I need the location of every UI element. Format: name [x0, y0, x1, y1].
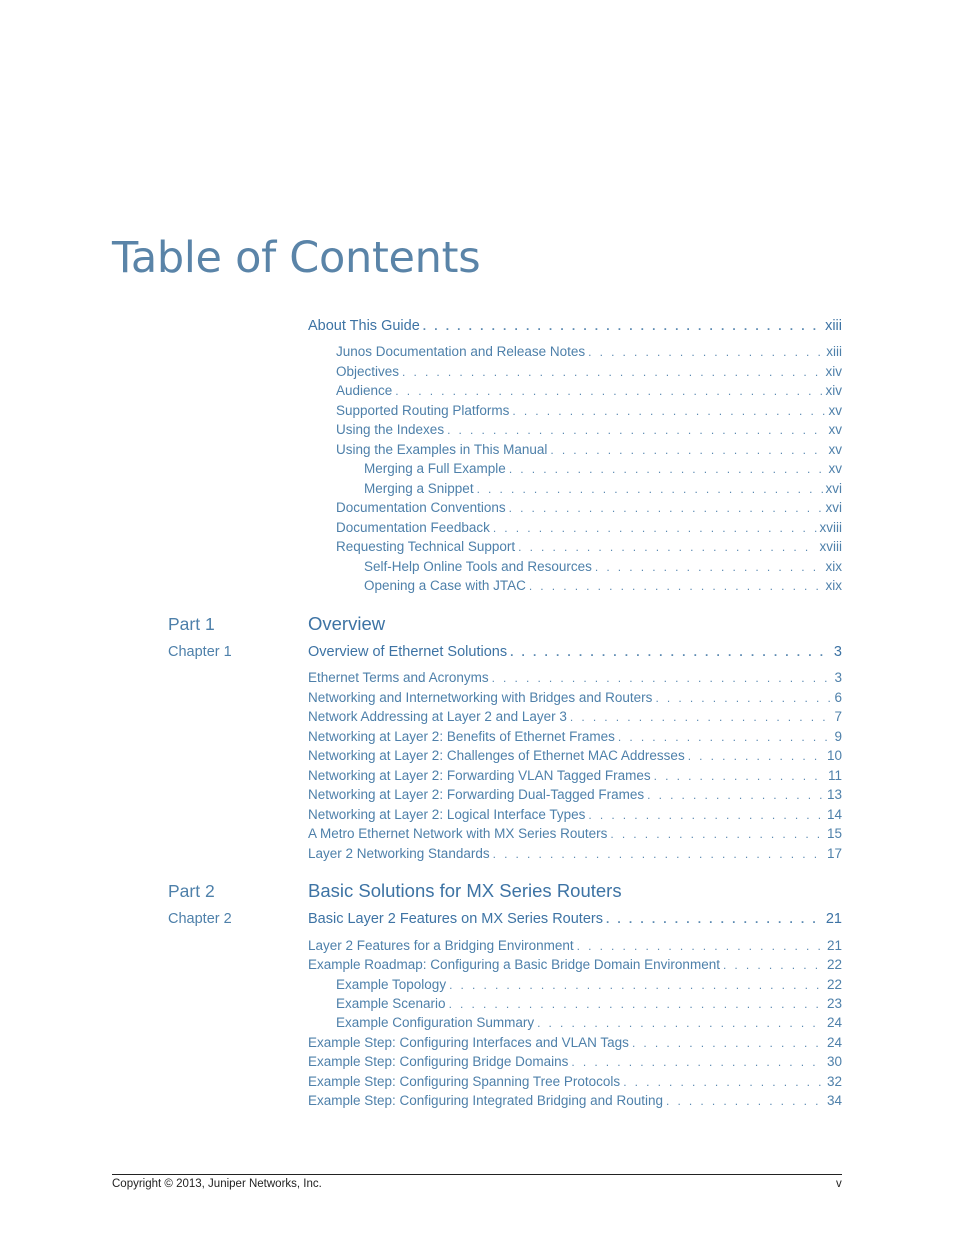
toc-entry[interactable] [336, 362, 842, 381]
dot-leader [577, 937, 824, 955]
toc-page: 23 [826, 996, 842, 1011]
dot-leader [402, 363, 822, 381]
toc-page: 14 [826, 807, 842, 822]
toc-entry[interactable] [308, 955, 842, 974]
toc-entry[interactable] [336, 537, 842, 556]
toc-entry[interactable] [308, 1033, 842, 1052]
dot-leader [623, 1073, 824, 1091]
dot-leader [447, 421, 825, 439]
toc-page: 21 [825, 911, 842, 927]
toc-page: 11 [827, 768, 842, 783]
dot-leader [688, 747, 824, 765]
toc-text: Ethernet Terms and Acronyms [308, 670, 489, 685]
dot-leader [509, 499, 823, 517]
dot-leader [588, 343, 823, 361]
dot-leader [610, 825, 824, 843]
toc-page: 34 [826, 1093, 842, 1108]
dot-leader [518, 538, 816, 556]
toc-text: Example Topology [336, 977, 447, 992]
toc-text: Networking at Layer 2: Challenges of Ethernet MAC Addresses [308, 748, 685, 763]
toc-text: Example Scenario [336, 996, 446, 1011]
toc-subentry[interactable] [364, 576, 842, 595]
toc-page: xvi [825, 500, 842, 515]
toc-subentry[interactable] [336, 994, 842, 1013]
toc-text: Layer 2 Networking Standards [308, 846, 490, 861]
dot-leader [654, 767, 825, 785]
footer-rule [112, 1174, 842, 1175]
dot-leader [570, 708, 832, 726]
toc-entry[interactable] [308, 1091, 842, 1110]
toc-page: xviii [819, 520, 842, 535]
dot-leader [550, 441, 825, 459]
toc-subentry[interactable] [336, 975, 842, 994]
toc-entry[interactable] [308, 844, 842, 863]
toc-text: Junos Documentation and Release Notes [336, 344, 586, 359]
dot-leader [449, 976, 824, 994]
toc-text: Example Step: Configuring Spanning Tree Protocols [308, 1074, 621, 1089]
toc-chapter[interactable] [308, 910, 842, 929]
toc-page: xix [825, 559, 842, 574]
toc-page: 9 [834, 729, 842, 744]
toc-entry[interactable] [308, 707, 842, 726]
dot-leader [618, 728, 832, 746]
footer-page-number: v [836, 1178, 842, 1190]
toc-page: 30 [826, 1054, 842, 1069]
part-title[interactable]: Basic Solutions for MX Series Routers [308, 880, 622, 901]
toc-page: 7 [834, 709, 842, 724]
toc-entry[interactable] [308, 668, 842, 687]
toc-chapter[interactable] [308, 643, 842, 662]
dot-leader [537, 1014, 824, 1032]
part-title[interactable]: Overview [308, 613, 386, 634]
dot-leader [492, 669, 832, 687]
toc-subentry[interactable] [336, 1013, 842, 1032]
dot-leader [606, 910, 823, 929]
toc-text: Supported Routing Platforms [336, 403, 510, 418]
toc-page: 32 [826, 1074, 842, 1089]
toc-page: 3 [833, 644, 842, 660]
part-label: Part 1 [168, 614, 215, 634]
toc-text: Documentation Conventions [336, 500, 506, 515]
toc-text: Merging a Snippet [364, 481, 474, 496]
dot-leader [423, 317, 822, 336]
toc-text: About This Guide [308, 318, 420, 334]
dot-leader [647, 786, 824, 804]
toc-text: Example Step: Configuring Bridge Domains [308, 1054, 569, 1069]
dot-leader [449, 995, 824, 1013]
toc-page: xiv [825, 383, 842, 398]
dot-leader [477, 480, 823, 498]
toc-page: 15 [826, 826, 842, 841]
toc-text: Overview of Ethernet Solutions [308, 644, 508, 660]
toc-entry[interactable] [308, 746, 842, 765]
dot-leader [655, 689, 831, 707]
toc-text: Networking at Layer 2: Forwarding Dual-Tagged Frames [308, 787, 645, 802]
toc-subentry[interactable] [364, 557, 842, 576]
toc-page: xiii [825, 318, 842, 334]
toc-entry[interactable] [336, 342, 842, 361]
toc-page: xix [825, 578, 842, 593]
dot-leader [632, 1034, 824, 1052]
toc-page: xv [828, 422, 842, 437]
toc-entry[interactable] [308, 824, 842, 843]
toc-entry[interactable] [336, 420, 842, 439]
toc-text: Using the Indexes [336, 422, 445, 437]
toc-entry[interactable] [336, 498, 842, 517]
toc-page: xviii [819, 539, 842, 554]
dot-leader [510, 643, 831, 662]
part-label: Part 2 [168, 881, 215, 901]
toc-subentry[interactable] [364, 459, 842, 478]
page-title: Table of Contents [112, 233, 481, 283]
toc-text: Self-Help Online Tools and Resources [364, 559, 592, 574]
dot-leader [588, 806, 824, 824]
toc-page: xvi [825, 481, 842, 496]
toc-page: 13 [826, 787, 842, 802]
toc-text: Merging a Full Example [364, 461, 506, 476]
dot-leader [666, 1092, 824, 1110]
toc-text: Objectives [336, 364, 400, 379]
dot-leader [512, 402, 825, 420]
dot-leader [493, 519, 817, 537]
toc-entry[interactable] [308, 1072, 842, 1091]
toc-text: Opening a Case with JTAC [364, 578, 526, 593]
toc-text: Example Step: Configuring Integrated Bridging and Routing [308, 1093, 663, 1108]
dot-leader [493, 845, 824, 863]
toc-page: 3 [834, 670, 842, 685]
toc-page: xv [828, 442, 842, 457]
toc-entry[interactable] [308, 936, 842, 955]
toc-text: Requesting Technical Support [336, 539, 516, 554]
toc-text: Using the Examples in This Manual [336, 442, 548, 457]
toc-page: 10 [826, 748, 842, 763]
toc-text: Documentation Feedback [336, 520, 490, 535]
toc-entry[interactable] [308, 688, 842, 707]
toc-entry[interactable] [336, 401, 842, 420]
toc-page: xv [828, 403, 842, 418]
dot-leader [529, 577, 823, 595]
toc-text: Example Configuration Summary [336, 1015, 535, 1030]
toc-text: Basic Layer 2 Features on MX Series Routers [308, 911, 603, 927]
toc-text: Network Addressing at Layer 2 and Layer 3 [308, 709, 567, 724]
toc-text: Networking at Layer 2: Logical Interface Types [308, 807, 586, 822]
toc-entry[interactable] [308, 727, 842, 746]
toc-page: 22 [826, 977, 842, 992]
toc-page: xiii [826, 344, 842, 359]
toc-page: 24 [826, 1035, 842, 1050]
toc-page: xiv [825, 364, 842, 379]
dot-leader [571, 1053, 824, 1071]
footer-copyright: Copyright © 2013, Juniper Networks, Inc. [112, 1178, 322, 1190]
toc-page: 6 [834, 690, 842, 705]
toc-entry[interactable] [336, 518, 842, 537]
toc-text: Audience [336, 383, 393, 398]
dot-leader [595, 558, 823, 576]
toc-text: Example Step: Configuring Interfaces and VLAN Tags [308, 1035, 629, 1050]
toc-entry[interactable] [336, 381, 842, 400]
toc-entry[interactable] [336, 440, 842, 459]
toc-subentry[interactable] [364, 479, 842, 498]
dot-leader [509, 460, 826, 478]
toc-page: 21 [826, 938, 842, 953]
toc-page: xv [828, 461, 842, 476]
toc-text: Layer 2 Features for a Bridging Environment [308, 938, 574, 953]
dot-leader [395, 382, 822, 400]
toc-heading-about[interactable] [308, 317, 842, 336]
toc-entry[interactable] [308, 805, 842, 824]
toc-entry[interactable] [308, 1052, 842, 1071]
dot-leader [723, 956, 824, 974]
toc-text: Networking and Internetworking with Bridges and Routers [308, 690, 653, 705]
toc-text: Networking at Layer 2: Forwarding VLAN Tagged Frames [308, 768, 651, 783]
toc-page: 24 [826, 1015, 842, 1030]
toc-page: 17 [826, 846, 842, 861]
toc-text: Networking at Layer 2: Benefits of Ethernet Frames [308, 729, 615, 744]
toc-text: A Metro Ethernet Network with MX Series Routers [308, 826, 608, 841]
toc-page: 22 [826, 957, 842, 972]
chapter-label: Chapter 2 [168, 911, 232, 927]
chapter-label: Chapter 1 [168, 644, 232, 660]
toc-entry[interactable] [308, 766, 842, 785]
toc-entry[interactable] [308, 785, 842, 804]
toc-text: Example Roadmap: Configuring a Basic Bridge Domain Environment [308, 957, 720, 972]
